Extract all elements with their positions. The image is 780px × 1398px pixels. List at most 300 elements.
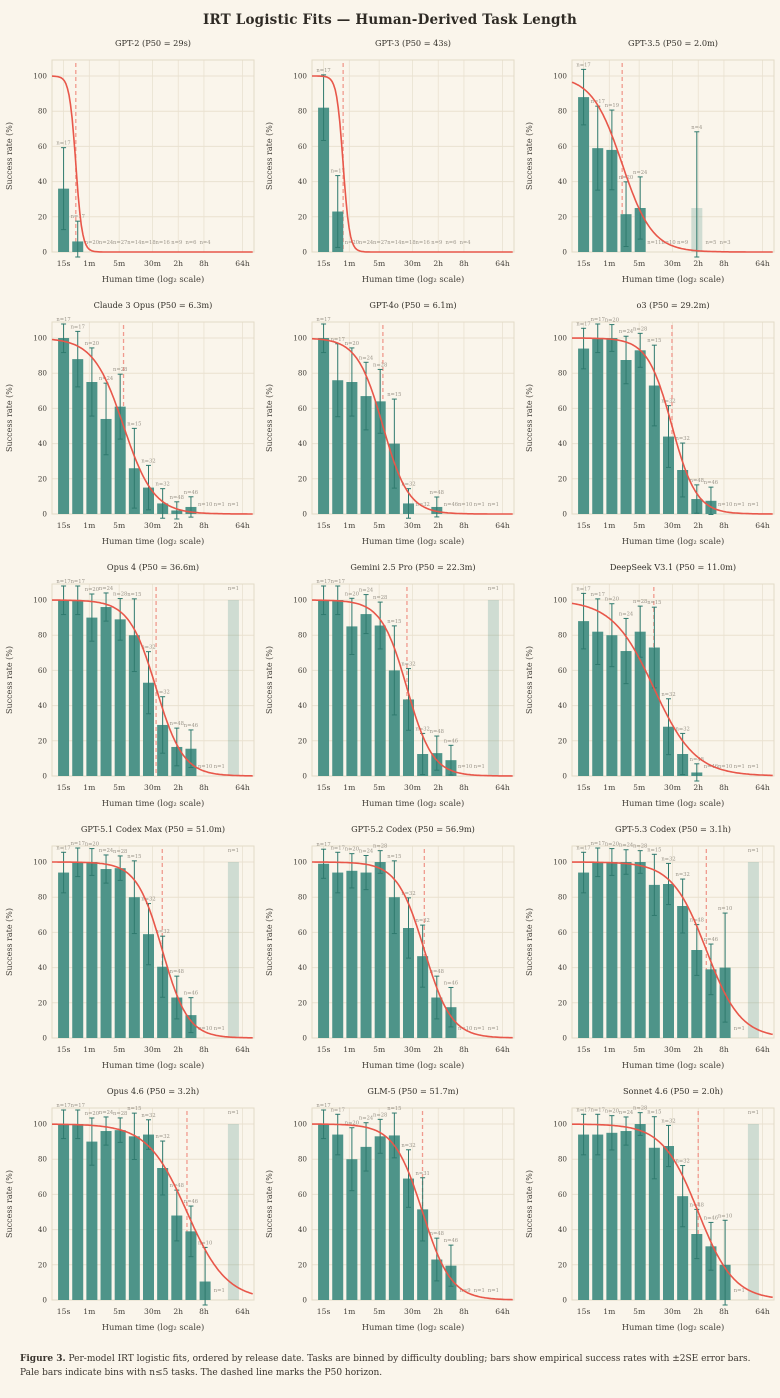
n-count-label: n=1 (213, 1026, 225, 1032)
svg-text:100: 100 (33, 1119, 47, 1129)
n-count-label: n=1 (473, 502, 485, 508)
n-count-label: n=46 (443, 502, 459, 508)
n-count-label: n=17 (576, 845, 591, 852)
svg-text:0: 0 (562, 247, 567, 257)
svg-text:20: 20 (297, 998, 307, 1008)
n-count-label: n=32 (155, 689, 170, 696)
x-axis-label: Human time (log₂ scale) (621, 1322, 725, 1332)
svg-text:60: 60 (297, 665, 307, 675)
x-axis-ticks (317, 521, 510, 530)
bar (143, 1135, 154, 1300)
subplot-claude-3-opus (0, 292, 260, 554)
figure-caption-text: Per-model IRT logistic fits, ordered by release date. Tasks are binned by difficulty doubling; bars show empirical success rates with ±2SE error bars. Pale bars indicate bins with n≤5 tasks. The dashed line marks the P50 horizon. (20, 1354, 751, 1379)
n-count-label: n=11 (647, 240, 662, 246)
n-count-label: n=15 (647, 1109, 662, 1116)
n-count-label: n=15 (647, 600, 662, 607)
n-count-label: n=10 (717, 1213, 733, 1220)
n-count-label: n=20 (344, 846, 360, 853)
svg-text:15s: 15s (316, 1307, 331, 1316)
chart-svg (0, 30, 260, 292)
x-axis-ticks (317, 1045, 510, 1054)
svg-text:40: 40 (557, 963, 567, 973)
svg-text:40: 40 (557, 1225, 567, 1235)
n-count-label: n=17 (590, 1107, 605, 1114)
n-count-label: n=20 (84, 240, 100, 246)
y-axis-label: Success rate (%) (525, 383, 534, 453)
y-axis-ticks (33, 596, 47, 781)
y-axis-ticks (33, 334, 47, 519)
y-axis-ticks (293, 72, 307, 257)
bars-group (578, 338, 719, 514)
n-count-label: n=20 (604, 596, 620, 603)
n-count-label: n=48 (169, 494, 184, 501)
bar (115, 868, 126, 1038)
svg-text:8h: 8h (719, 521, 729, 530)
gridlines (52, 60, 254, 252)
n-count-label: n=17 (576, 321, 591, 328)
svg-text:20: 20 (37, 736, 47, 746)
n-count-label: n=20 (84, 1110, 100, 1117)
svg-text:5m: 5m (113, 1307, 126, 1316)
svg-text:40: 40 (297, 177, 307, 187)
n-count-label: n=1 (733, 1288, 745, 1294)
n-count-label: n=48 (429, 969, 444, 976)
n-count-label: n=19 (604, 103, 620, 110)
n-count-label: n=32 (675, 436, 690, 443)
svg-text:30m: 30m (664, 259, 681, 268)
n-count-label: n=17 (70, 214, 85, 221)
svg-text:2h: 2h (433, 521, 444, 530)
n-count-label: n=1 (733, 1026, 745, 1032)
x-axis-ticks (317, 783, 510, 792)
svg-text:8h: 8h (719, 259, 729, 268)
n-count-label: n=15 (647, 847, 662, 854)
n-count-label: n=20 (618, 174, 634, 181)
subplot-title: GPT-5.1 Codex Max (P50 = 51.0m) (80, 824, 226, 834)
n-count-label: n=17 (590, 99, 605, 106)
x-axis-ticks (57, 521, 250, 530)
subplot-opus-4 (0, 554, 260, 816)
n-count-label: n=10 (457, 502, 473, 508)
n-count-label: n=48 (689, 1202, 704, 1209)
subplot-title: Sonnet 4.6 (P50 = 2.0h) (622, 1086, 724, 1096)
svg-text:1m: 1m (603, 1045, 616, 1054)
y-axis-ticks (293, 334, 307, 519)
n-count-label: n=28 (633, 599, 648, 606)
n-count-label: n=17 (330, 579, 345, 585)
x-axis-ticks (317, 259, 510, 268)
svg-text:80: 80 (37, 368, 47, 378)
svg-text:80: 80 (297, 892, 307, 902)
subplot-gpt-5.1-codex-max (0, 816, 260, 1078)
bar (228, 1124, 239, 1300)
n-count-label: n=32 (141, 644, 156, 651)
svg-text:2h: 2h (433, 1045, 444, 1054)
svg-text:80: 80 (297, 106, 307, 116)
n-count-label: n=6 (445, 240, 457, 246)
svg-text:8h: 8h (719, 783, 729, 792)
bar (346, 871, 357, 1038)
n-count-label: n=17 (56, 317, 71, 323)
n-count-label: n=15 (127, 421, 142, 428)
svg-text:1m: 1m (343, 521, 356, 530)
n-count-label: n=24 (618, 611, 634, 618)
svg-text:8h: 8h (719, 1045, 729, 1054)
n-labels-group (56, 317, 238, 508)
x-axis-label: Human time (log₂ scale) (621, 798, 725, 808)
svg-text:1m: 1m (343, 1045, 356, 1054)
bar (332, 873, 343, 1038)
bar (228, 600, 239, 776)
svg-text:1m: 1m (603, 521, 616, 530)
subplot-title: GPT-5.3 Codex (P50 = 3.1h) (614, 824, 732, 834)
n-count-label: n=46 (183, 489, 199, 496)
svg-text:40: 40 (37, 439, 47, 449)
svg-text:100: 100 (33, 857, 47, 867)
svg-text:20: 20 (297, 474, 307, 484)
n-count-label: n=48 (689, 477, 704, 484)
svg-text:30m: 30m (404, 1307, 421, 1316)
n-count-label: n=1 (487, 586, 499, 592)
n-count-label: n=28 (633, 1105, 648, 1112)
y-axis-label: Success rate (%) (5, 907, 14, 977)
svg-text:40: 40 (297, 963, 307, 973)
svg-text:2h: 2h (693, 259, 704, 268)
n-count-label: n=46 (703, 480, 719, 487)
svg-text:60: 60 (557, 403, 567, 413)
bar (129, 1136, 140, 1300)
svg-text:1m: 1m (83, 521, 96, 530)
y-axis-label: Success rate (%) (265, 907, 274, 977)
n-count-label: n=46 (443, 738, 459, 745)
svg-text:20: 20 (37, 998, 47, 1008)
n-count-label: n=24 (98, 847, 114, 854)
n-count-label: n=10 (197, 764, 213, 770)
svg-text:30m: 30m (404, 521, 421, 530)
n-count-label: n=24 (633, 169, 648, 176)
svg-text:30m: 30m (144, 783, 161, 792)
y-axis-label: Success rate (%) (265, 645, 274, 715)
svg-text:100: 100 (553, 1119, 567, 1129)
svg-text:100: 100 (553, 333, 567, 343)
n-count-label: n=6 (185, 240, 197, 246)
y-axis-ticks (553, 596, 567, 781)
svg-text:8h: 8h (459, 1307, 469, 1316)
svg-text:2h: 2h (693, 1307, 704, 1316)
n-count-label: n=1 (473, 1288, 485, 1294)
x-axis-ticks (577, 1307, 770, 1316)
svg-text:80: 80 (557, 892, 567, 902)
n-count-label: n=1 (487, 1288, 499, 1294)
bar (318, 864, 329, 1038)
n-count-label: n=46 (703, 937, 719, 944)
x-axis-ticks (57, 1045, 250, 1054)
n-count-label: n=1 (213, 764, 225, 770)
svg-text:5m: 5m (633, 1307, 646, 1316)
n-count-label: n=24 (98, 1109, 114, 1116)
n-count-label: n=32 (415, 726, 430, 733)
svg-text:64h: 64h (495, 1307, 510, 1316)
svg-text:60: 60 (557, 141, 567, 151)
n-count-label: n=1 (227, 1110, 239, 1116)
chart-svg (260, 30, 520, 292)
bar (332, 600, 343, 776)
svg-text:40: 40 (297, 439, 307, 449)
page-title: IRT Logistic Fits — Human-Derived Task Length (202, 12, 578, 28)
bar (606, 1133, 617, 1300)
n-count-label: n=1 (733, 502, 745, 508)
n-count-label: n=24 (358, 240, 374, 246)
subplot-title: Opus 4 (P50 = 36.6m) (106, 562, 200, 572)
svg-text:20: 20 (37, 474, 47, 484)
svg-text:8h: 8h (459, 783, 469, 792)
svg-text:5m: 5m (633, 1045, 646, 1054)
svg-text:15s: 15s (316, 783, 331, 792)
svg-text:8h: 8h (459, 521, 469, 530)
chart-svg (0, 554, 260, 816)
subplot-title: GLM-5 (P50 = 51.7m) (367, 1086, 459, 1096)
svg-text:80: 80 (557, 106, 567, 116)
svg-text:15s: 15s (576, 1307, 591, 1316)
subplot-title: o3 (P50 = 29.2m) (636, 300, 710, 310)
svg-text:40: 40 (297, 1225, 307, 1235)
bar (606, 338, 617, 514)
y-axis-ticks (553, 72, 567, 257)
n-count-label: n=1 (747, 848, 759, 854)
n-count-label: n=15 (127, 591, 142, 598)
n-count-label: n=24 (358, 848, 374, 855)
svg-text:1m: 1m (343, 783, 356, 792)
n-count-label: n=17 (70, 579, 85, 585)
svg-text:15s: 15s (576, 521, 591, 530)
n-count-label: n=15 (387, 392, 402, 399)
x-axis-label: Human time (log₂ scale) (361, 1322, 465, 1332)
bars-group (58, 1124, 239, 1300)
svg-text:30m: 30m (664, 521, 681, 530)
n-count-label: n=20 (344, 591, 360, 598)
svg-text:64h: 64h (495, 259, 510, 268)
svg-text:20: 20 (557, 474, 567, 484)
svg-text:80: 80 (557, 1154, 567, 1164)
n-count-label: n=9 (459, 1288, 471, 1294)
y-axis-label: Success rate (%) (5, 121, 14, 191)
y-axis-ticks (553, 334, 567, 519)
n-count-label: n=46 (703, 1215, 719, 1222)
svg-text:1m: 1m (603, 783, 616, 792)
svg-text:100: 100 (553, 595, 567, 605)
bar (592, 338, 603, 514)
n-count-label: n=17 (576, 62, 591, 69)
bar (72, 1124, 83, 1300)
svg-text:8h: 8h (199, 259, 209, 268)
bar (115, 1130, 126, 1300)
svg-text:100: 100 (293, 71, 307, 81)
svg-text:2h: 2h (173, 521, 184, 530)
svg-text:64h: 64h (755, 1307, 770, 1316)
n-count-label: n=24 (618, 329, 634, 336)
svg-text:15s: 15s (56, 1307, 71, 1316)
svg-text:5m: 5m (373, 783, 386, 792)
n-count-label: n=10 (717, 906, 733, 913)
svg-text:64h: 64h (755, 259, 770, 268)
svg-text:0: 0 (302, 771, 307, 781)
svg-text:5m: 5m (113, 1045, 126, 1054)
svg-text:80: 80 (557, 368, 567, 378)
n-count-label: n=20 (604, 841, 620, 848)
svg-text:1m: 1m (83, 783, 96, 792)
svg-text:80: 80 (557, 630, 567, 640)
svg-text:0: 0 (302, 1295, 307, 1305)
n-count-label: n=27 (373, 240, 388, 246)
chart-svg (520, 816, 780, 1078)
y-axis-ticks (293, 1120, 307, 1305)
svg-text:1m: 1m (603, 259, 616, 268)
n-count-label: n=4 (691, 124, 703, 131)
svg-text:60: 60 (37, 141, 47, 151)
subplot-deepseek-v3.1 (520, 554, 780, 816)
svg-text:80: 80 (37, 106, 47, 116)
svg-text:40: 40 (37, 701, 47, 711)
svg-text:64h: 64h (235, 259, 250, 268)
svg-text:15s: 15s (56, 783, 71, 792)
n-count-label: n=46 (443, 1238, 459, 1245)
bar (101, 869, 112, 1038)
n-count-label: n=28 (113, 1110, 128, 1117)
n-count-label: n=1 (213, 502, 225, 508)
bar (578, 1135, 589, 1300)
n-count-label: n=32 (155, 1134, 170, 1141)
x-axis-ticks (317, 1307, 510, 1316)
svg-text:64h: 64h (495, 783, 510, 792)
bar (375, 1136, 386, 1300)
x-axis-label: Human time (log₂ scale) (361, 798, 465, 808)
n-count-label: n=48 (169, 969, 184, 976)
svg-text:80: 80 (297, 368, 307, 378)
n-count-label: n=4 (199, 240, 211, 246)
svg-text:100: 100 (293, 857, 307, 867)
svg-text:1m: 1m (83, 1307, 96, 1316)
y-axis-label: Success rate (%) (525, 121, 534, 191)
svg-text:8h: 8h (719, 1307, 729, 1316)
svg-text:0: 0 (302, 509, 307, 519)
n-count-label: n=14 (127, 240, 142, 246)
bar (375, 862, 386, 1038)
n-count-label: n=20 (84, 340, 100, 347)
n-count-label: n=20 (344, 240, 360, 246)
n-count-label: n=17 (590, 841, 605, 847)
svg-text:64h: 64h (235, 783, 250, 792)
svg-text:60: 60 (37, 1189, 47, 1199)
n-count-label: n=32 (141, 1112, 156, 1119)
chart-svg (0, 816, 260, 1078)
svg-text:60: 60 (297, 1189, 307, 1199)
svg-text:0: 0 (42, 771, 47, 781)
svg-text:60: 60 (37, 927, 47, 937)
bar (635, 862, 646, 1038)
svg-text:100: 100 (33, 71, 47, 81)
svg-text:5m: 5m (373, 259, 386, 268)
n-count-label: n=5 (705, 240, 717, 246)
n-count-label: n=32 (155, 929, 170, 936)
svg-text:80: 80 (297, 630, 307, 640)
svg-text:60: 60 (557, 927, 567, 937)
svg-text:2h: 2h (693, 1045, 704, 1054)
bar (115, 619, 126, 776)
n-count-label: n=46 (183, 990, 199, 997)
svg-text:40: 40 (297, 701, 307, 711)
subplot-title: Claude 3 Opus (P50 = 6.3m) (93, 300, 213, 310)
svg-text:15s: 15s (576, 259, 591, 268)
bars-group (318, 1124, 459, 1300)
n-count-label: n=10 (717, 502, 733, 508)
svg-text:5m: 5m (373, 1307, 386, 1316)
svg-text:0: 0 (302, 1033, 307, 1043)
n-count-label: n=32 (401, 661, 416, 668)
n-count-label: n=1 (747, 1110, 759, 1116)
n-count-label: n=17 (590, 591, 605, 598)
svg-text:8h: 8h (199, 521, 209, 530)
subplot-title: GPT-3.5 (P50 = 2.0m) (627, 38, 718, 48)
n-count-label: n=20 (344, 1120, 360, 1127)
svg-text:8h: 8h (199, 1307, 209, 1316)
bar (635, 350, 646, 514)
svg-text:5m: 5m (113, 259, 126, 268)
x-axis-ticks (57, 1307, 250, 1316)
n-count-label: n=27 (113, 240, 128, 246)
bar (101, 607, 112, 776)
x-axis-label: Human time (log₂ scale) (361, 1060, 465, 1070)
y-axis-ticks (33, 72, 47, 257)
x-axis-label: Human time (log₂ scale) (101, 1060, 205, 1070)
svg-text:100: 100 (553, 71, 567, 81)
svg-text:80: 80 (37, 630, 47, 640)
bar (663, 1146, 674, 1300)
bar (228, 862, 239, 1038)
svg-text:2h: 2h (433, 1307, 444, 1316)
n-count-label: n=16 (415, 240, 430, 246)
svg-text:15s: 15s (56, 521, 71, 530)
bar (86, 862, 97, 1038)
n-count-label: n=32 (675, 726, 690, 733)
svg-text:1m: 1m (343, 259, 356, 268)
figure-caption (20, 1352, 762, 1381)
y-axis-ticks (293, 596, 307, 781)
svg-text:15s: 15s (56, 1045, 71, 1054)
chart-svg (520, 1078, 780, 1340)
svg-text:60: 60 (297, 927, 307, 937)
svg-text:64h: 64h (495, 1045, 510, 1054)
n-count-label: n=17 (316, 317, 331, 323)
n-count-label: n=24 (98, 376, 114, 383)
svg-text:1m: 1m (83, 1045, 96, 1054)
n-count-label: n=16 (155, 240, 170, 246)
svg-text:0: 0 (42, 1033, 47, 1043)
svg-text:1m: 1m (343, 1307, 356, 1316)
n-count-label: n=10 (661, 240, 676, 246)
chart-svg (260, 816, 520, 1078)
n-count-label: n=1 (487, 502, 499, 508)
plot-frame (52, 60, 254, 252)
svg-text:20: 20 (557, 998, 567, 1008)
n-count-label: n=15 (127, 853, 142, 860)
n-count-label: n=9 (677, 240, 689, 246)
svg-text:5m: 5m (373, 521, 386, 530)
y-axis-label: Success rate (%) (265, 383, 274, 453)
svg-text:40: 40 (557, 177, 567, 187)
y-axis-label: Success rate (%) (525, 1169, 534, 1239)
svg-text:40: 40 (557, 701, 567, 711)
n-count-label: n=24 (358, 587, 374, 594)
